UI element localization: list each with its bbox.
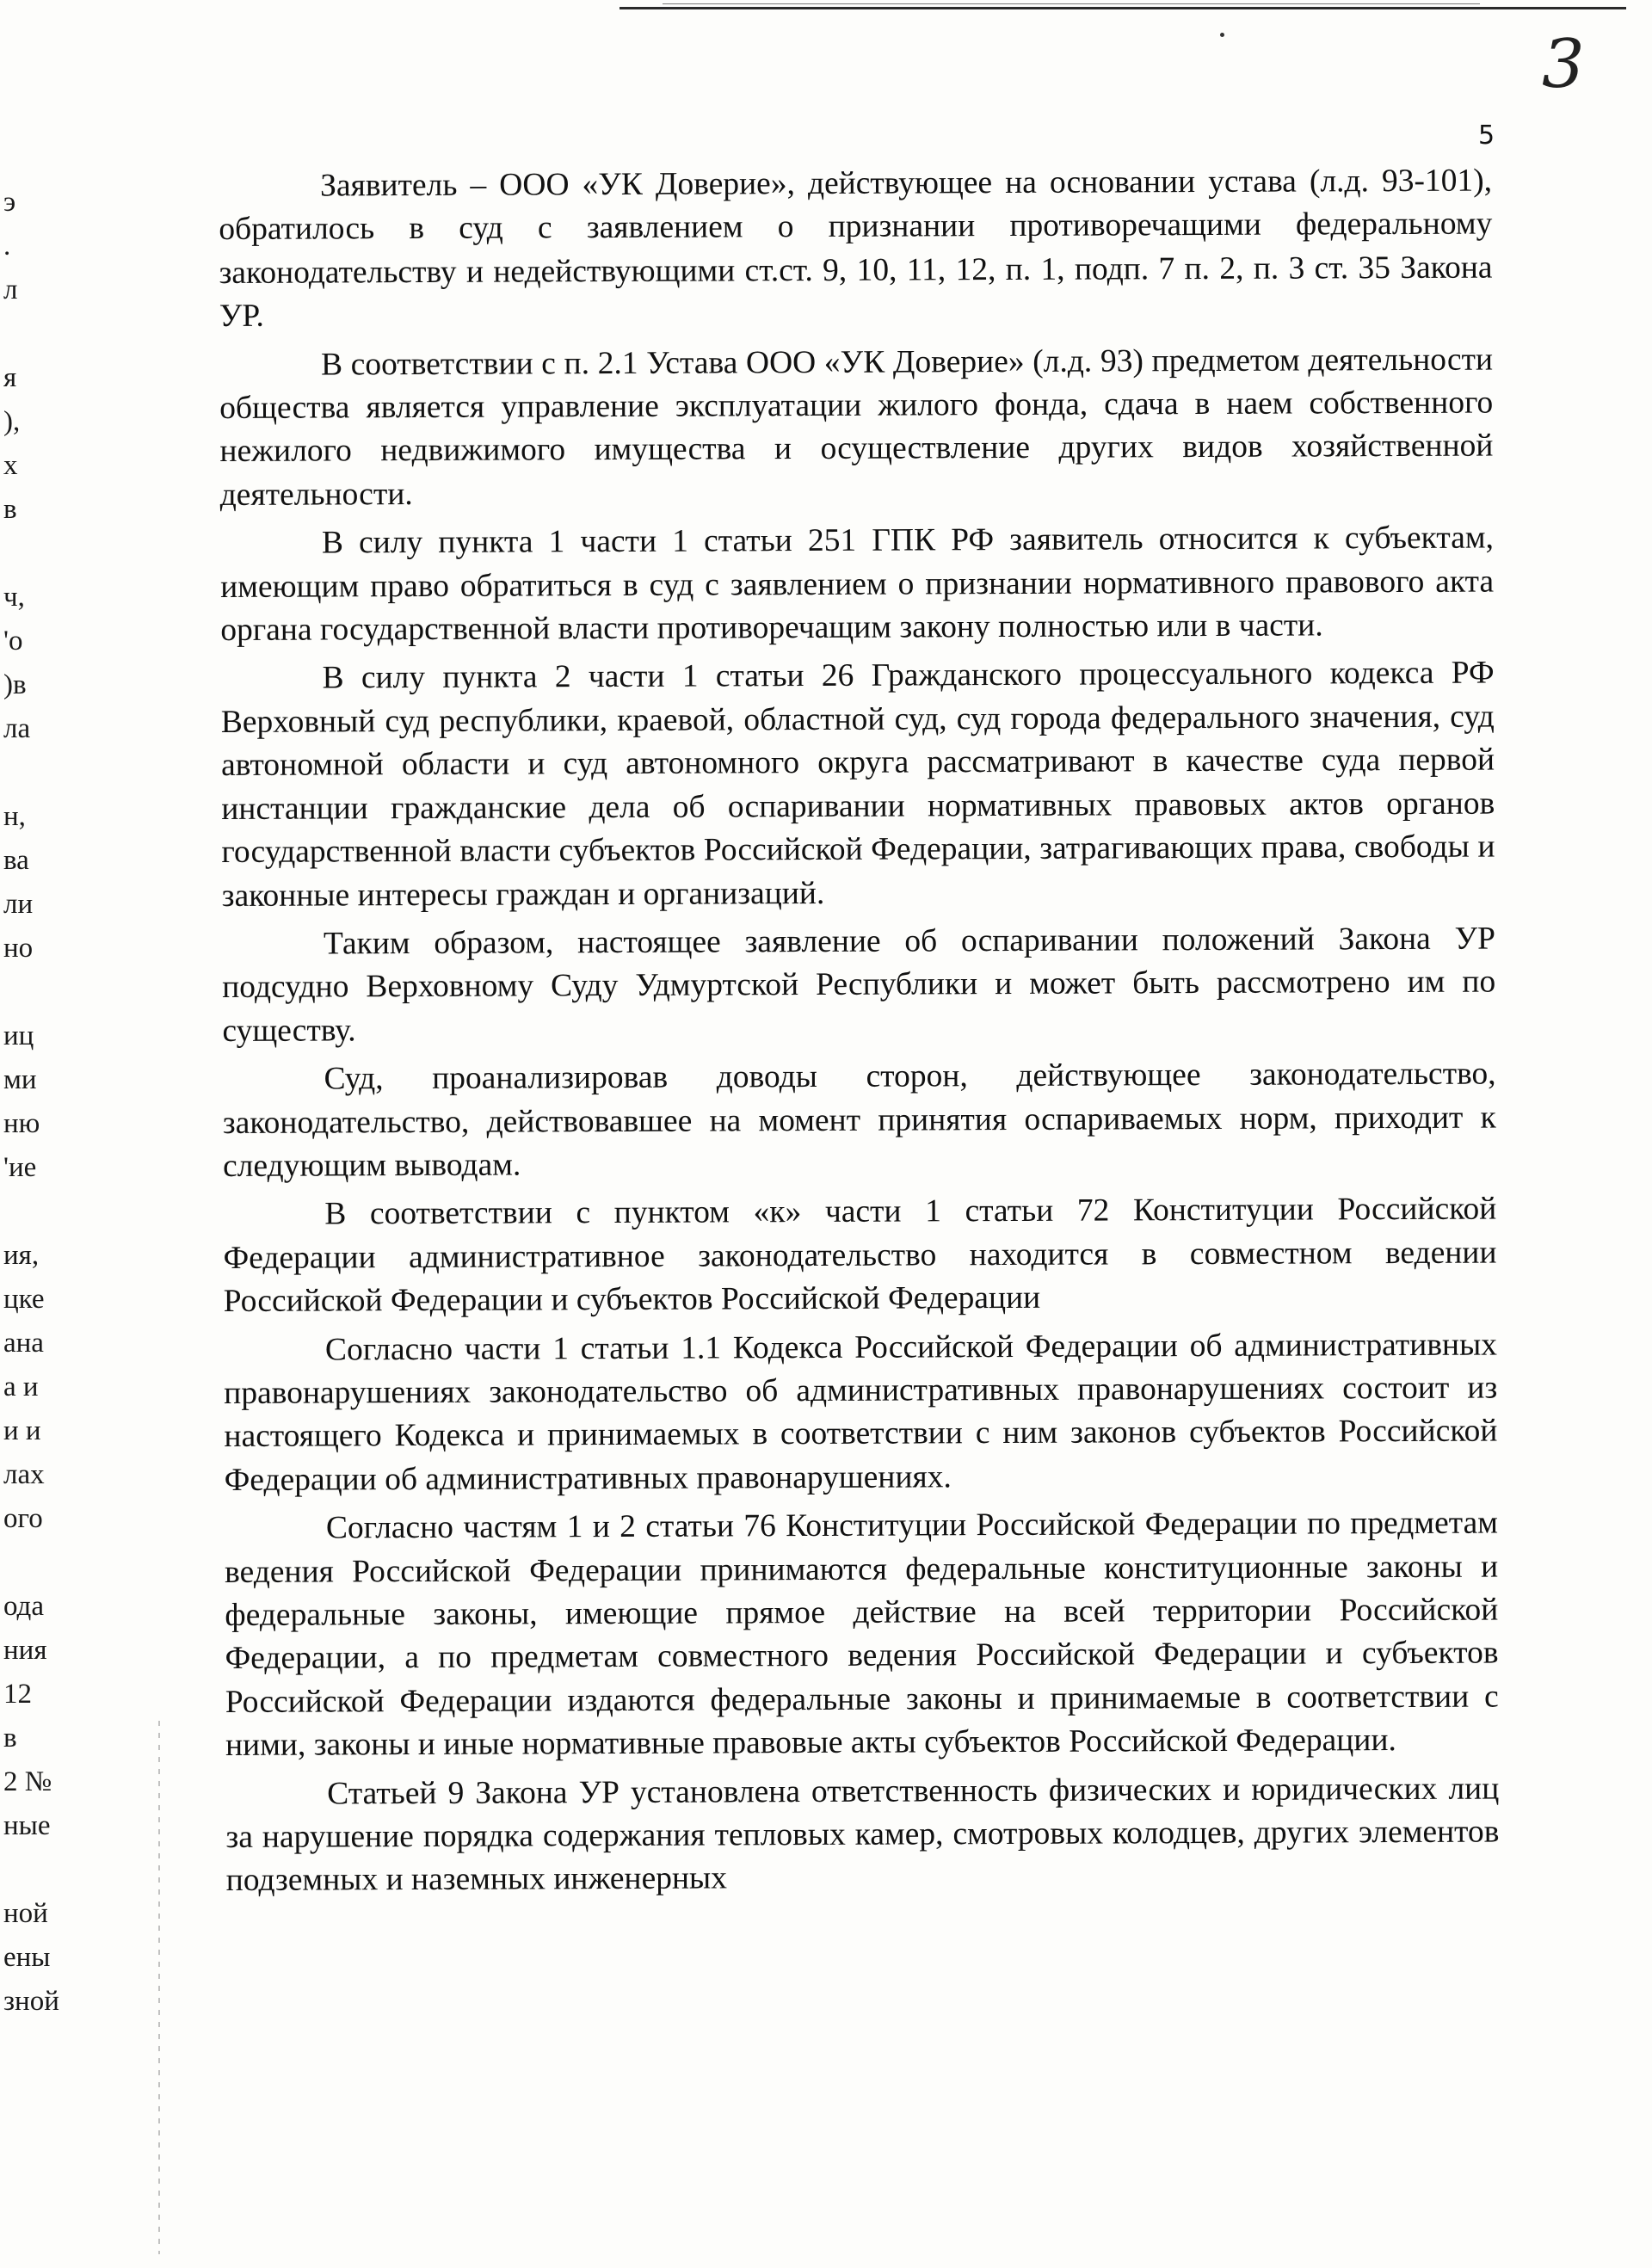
margin-fragment: х xyxy=(3,450,18,481)
left-margin-bleed-text xyxy=(3,181,107,2024)
margin-fragment xyxy=(3,1190,107,1234)
margin-fragment: 2 № xyxy=(3,1766,52,1797)
margin-fragment xyxy=(3,312,107,356)
margin-fragment: ого xyxy=(3,1503,43,1534)
paragraph-court-analysis: Суд, проанализировав доводы сторон, действующее законодательство, законодательство, действовавшее на момент принятия оспариваемых норм, приходит к следующим выводам. xyxy=(222,1056,1496,1184)
margin-fragment: . xyxy=(3,231,11,262)
margin-fragment: 'ие xyxy=(3,1152,37,1183)
paragraph-koap-1-1: Согласно части 1 статьи 1.1 Кодекса Российской Федерации об административных правонарушениях законодательство об административных правонарушениях состоит из настоящего Кодекса и принимаемых в соответствии с ним законов субъектов Российской Федерации об административных правонарушениях. xyxy=(224,1327,1498,1498)
margin-fragment: ия, xyxy=(3,1240,40,1271)
top-edge-line-thin xyxy=(663,3,1480,4)
margin-fragment: ены xyxy=(3,1942,51,1973)
margin-fragment: ч, xyxy=(3,582,25,613)
margin-fragment: н, xyxy=(3,801,26,832)
handwritten-page-mark: 3 xyxy=(1542,26,1585,103)
margin-fragment: и и xyxy=(3,1415,41,1446)
document-body xyxy=(219,160,1500,1908)
margin-fragment: л xyxy=(3,274,18,305)
margin-fragment xyxy=(3,1541,107,1585)
margin-fragment xyxy=(3,751,107,795)
paragraph-art-9-law: Статьей 9 Закона УР установлена ответственность физических и юридических лиц за нарушение порядка содержания тепловых камер, смотровых колодцев, других элементов подземных и наземных инженерных xyxy=(225,1771,1500,1899)
scan-fold-line xyxy=(158,1721,160,2254)
margin-fragment: ода xyxy=(3,1591,44,1622)
margin-fragment: ), xyxy=(3,406,21,437)
margin-fragment: зной xyxy=(3,1986,59,2017)
margin-fragment: ми xyxy=(3,1064,37,1095)
margin-fragment xyxy=(3,532,107,576)
margin-fragment: ной xyxy=(3,1898,48,1929)
margin-fragment: иц xyxy=(3,1020,34,1051)
margin-fragment: 12 xyxy=(3,1679,32,1710)
paragraph-art-72: В соответствии с пунктом «к» части 1 статьи 72 Конституции Российской Федерации административное законодательство находится в совместном ведении Российской Федерации и субъектов Российской Федерации xyxy=(223,1191,1497,1320)
margin-fragment: ния xyxy=(3,1635,47,1666)
margin-fragment: ва xyxy=(3,845,29,876)
margin-fragment xyxy=(3,1848,107,1892)
margin-fragment: цке xyxy=(3,1284,45,1315)
ink-dot xyxy=(1220,33,1224,37)
margin-fragment: но xyxy=(3,933,34,964)
margin-fragment: лах xyxy=(3,1459,45,1490)
margin-fragment: ню xyxy=(3,1108,40,1139)
margin-fragment: э xyxy=(3,187,16,218)
margin-fragment: ла xyxy=(3,713,31,744)
page-number: 5 xyxy=(1478,120,1495,151)
margin-fragment: )в xyxy=(3,669,27,700)
paragraph-art-76: Согласно частям 1 и 2 статьи 76 Конституции Российской Федерации по предметам ведения Российской Федерации принимаются федеральные конституционные законы и федеральные законы, имеющие прямое действие на всей территории Российской Федерации, а по предметам совместного ведения Российской Федерации и субъектов Российской Федерации издаются федеральные законы и принимаемые в соответствии с ними, законы и иные нормативные правовые акты субъектов Российской Федерации. xyxy=(225,1505,1499,1764)
margin-fragment: ные xyxy=(3,1810,51,1841)
margin-fragment: а и xyxy=(3,1371,39,1402)
paragraph-charter: В соответствии с п. 2.1 Устава ООО «УК Доверие» (л.д. 93) предметом деятельности общества является управление эксплуатации жилого фонда, сдача в наем собственного нежилого недвижимого имущества и осуществление других видов хозяйственной деятельности. xyxy=(219,342,1494,513)
margin-fragment: я xyxy=(3,362,17,393)
margin-fragment: 'о xyxy=(3,626,23,656)
margin-fragment: ана xyxy=(3,1328,44,1359)
margin-fragment: в xyxy=(3,1723,17,1753)
paragraph-art-251: В силу пункта 1 части 1 статьи 251 ГПК РФ заявитель относится к субъектам, имеющим право обратиться в суд с заявлением о признании нормативного правового акта органа государственной власти противоречащим закону полностью или в части. xyxy=(220,520,1495,649)
margin-fragment: ли xyxy=(3,889,34,920)
paragraph-jurisdiction: Таким образом, настоящее заявление об оспаривании положений Закона УР подсудно Верховному Суду Удмуртской Республики и может быть рассмотрено им по существу. xyxy=(222,921,1496,1049)
margin-fragment xyxy=(3,971,107,1014)
margin-fragment: в xyxy=(3,494,17,525)
paragraph-art-26: В силу пункта 2 части 1 статьи 26 Гражданского процессуального кодекса РФ Верховный суд республики, краевой, областной суд, суд города федерального значения, суд автономной области и суд автономного округа рассматривают в качестве суда первой инстанции гражданские дела об оспаривании нормативных правовых актов органов государственной власти субъектов Российской Федерации, затрагивающих права, свободы и законные интересы граждан и организаций. xyxy=(220,656,1495,914)
paragraph-applicant: Заявитель – ООО «УК Доверие», действующее на основании устава (л.д. 93-101), обратилось в суд с заявлением о признании противоречащими федеральному законодательству и недействующими ст.ст. 9, 10, 11, 12, п. 1, подп. 7 п. 2, п. 3 ст. 35 Закона УР. xyxy=(219,163,1493,335)
top-edge-line xyxy=(620,7,1626,9)
